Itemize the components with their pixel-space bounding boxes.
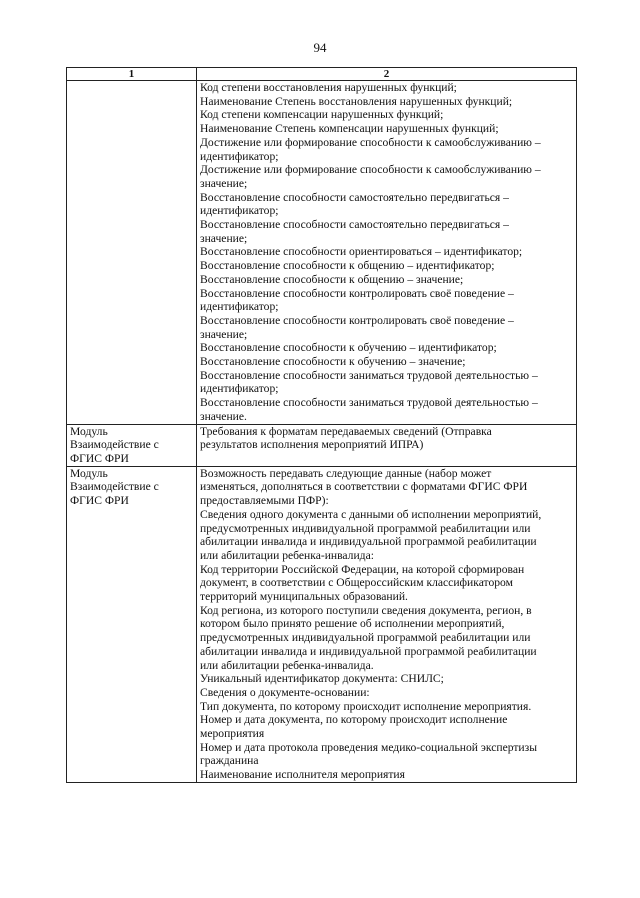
- description-text-line: значение;: [200, 176, 248, 190]
- description-text-line: значение;: [200, 231, 248, 245]
- module-text-line: Модуль: [70, 424, 108, 438]
- description-text-line: Сведения одного документа с данными об исполнении мероприятий,: [200, 507, 542, 521]
- description-text-line: Код степени восстановления нарушенных функций;: [200, 81, 457, 94]
- description-text-line: Восстановление способности контролировать своё поведение –: [200, 313, 514, 327]
- description-text-line: Восстановление способности к общению – идентификатор;: [200, 259, 495, 273]
- table-row: [67, 81, 577, 425]
- description-text-line: документ, в соответствии с Общероссийским классификатором: [200, 576, 513, 590]
- description-text-line: значение;: [200, 327, 248, 341]
- description-text-line: Код степени компенсации нарушенных функций;: [200, 108, 444, 122]
- description-text-line: результатов исполнения мероприятий ИПРА): [200, 438, 424, 452]
- description-text-line: мероприятия: [200, 727, 265, 741]
- description-text-line: Достижение или формирование способности к самообслуживанию –: [200, 163, 541, 177]
- description-text-line: Достижение или формирование способности к самообслуживанию –: [200, 135, 541, 149]
- description-text-line: Восстановление способности к обучению – значение;: [200, 355, 466, 369]
- description-text-line: абилитации инвалида и индивидуальной программой реабилитации: [200, 644, 537, 658]
- description-text-line: Тип документа, по которому происходит исполнение мероприятия.: [200, 699, 532, 713]
- description-text-line: или абилитации ребенка-инвалида.: [200, 658, 374, 672]
- description-cell: [197, 424, 577, 466]
- description-text-line: идентификатор;: [200, 204, 279, 218]
- module-text-line: Модуль: [70, 466, 108, 480]
- description-text-line: идентификатор;: [200, 300, 279, 314]
- description-text-line: предоставляемыми ПФР):: [200, 494, 329, 508]
- description-text-line: идентификатор;: [200, 149, 279, 163]
- description-text-line: Номер и дата протокола проведения медико-социальной экспертизы: [200, 740, 537, 754]
- description-text-line: Номер и дата документа, по которому происходит исполнение: [200, 713, 508, 727]
- description-text-line: Восстановление способности самостоятельно передвигаться –: [200, 218, 509, 232]
- description-text-line: Восстановление способности ориентироваться – идентификатор;: [200, 245, 523, 259]
- description-text-line: Уникальный идентификатор документа: СНИЛС;: [200, 672, 444, 686]
- description-text-line: Код территории Российской Федерации, на которой сформирован: [200, 562, 525, 576]
- description-text-line: предусмотренных индивидуальной программой реабилитации или: [200, 631, 531, 645]
- description-text-line: Восстановление способности заниматься трудовой деятельностью –: [200, 396, 538, 410]
- description-text-line: Сведения о документе-основании:: [200, 685, 370, 699]
- module-text-line: Взаимодействие с: [70, 438, 159, 452]
- page-number: 94: [313, 40, 327, 55]
- module-cell: [67, 424, 197, 466]
- description-text-line: Наименование Степень компенсации нарушенных функций;: [200, 122, 499, 136]
- description-text-line: Восстановление способности к обучению – идентификатор;: [200, 341, 497, 355]
- description-text-line: или абилитации ребенка-инвалида:: [200, 548, 374, 562]
- table-row: [67, 466, 577, 782]
- description-cell: [197, 81, 577, 425]
- description-text-line: Восстановление способности к общению – значение;: [200, 272, 464, 286]
- table-header-row: [67, 68, 577, 81]
- description-text-line: территорий муниципальных образований.: [200, 590, 408, 604]
- table-row: [67, 424, 577, 466]
- description-text-line: Наименование Степень восстановления нарушенных функций;: [200, 94, 513, 108]
- column-header-2: 2: [197, 68, 577, 81]
- description-text-line: гражданина: [200, 754, 259, 768]
- module-text-line: ФГИС ФРИ: [70, 451, 129, 465]
- description-text-line: Требования к форматам передаваемых сведений (Отправка: [200, 424, 492, 438]
- module-cell: [67, 466, 197, 782]
- description-text-line: Возможность передавать следующие данные (набор может: [200, 466, 492, 480]
- description-text-line: изменяться, дополняться в соответствии с форматами ФГИС ФРИ: [200, 480, 528, 494]
- description-text-line: предусмотренных индивидуальной программой реабилитации или: [200, 521, 531, 535]
- description-cell: [197, 466, 577, 782]
- description-text-line: Наименование исполнителя мероприятия: [200, 768, 405, 782]
- description-text-line: идентификатор;: [200, 382, 279, 396]
- module-cell: [67, 81, 197, 425]
- description-text-line: Восстановление способности самостоятельно передвигаться –: [200, 190, 509, 204]
- description-text-line: Восстановление способности контролировать своё поведение –: [200, 286, 514, 300]
- description-text-line: значение.: [200, 409, 247, 423]
- column-header-1: 1: [67, 68, 197, 81]
- module-text-line: Взаимодействие с: [70, 480, 159, 494]
- module-text-line: ФГИС ФРИ: [70, 494, 129, 508]
- requirements-table: [66, 67, 577, 783]
- description-text-line: котором было принято решение об исполнении мероприятий,: [200, 617, 505, 631]
- description-text-line: абилитации инвалида и индивидуальной программой реабилитации: [200, 535, 537, 549]
- table-body: [67, 81, 577, 783]
- description-text-line: Код региона, из которого поступили сведения документа, регион, в: [200, 603, 532, 617]
- description-text-line: Восстановление способности заниматься трудовой деятельностью –: [200, 368, 538, 382]
